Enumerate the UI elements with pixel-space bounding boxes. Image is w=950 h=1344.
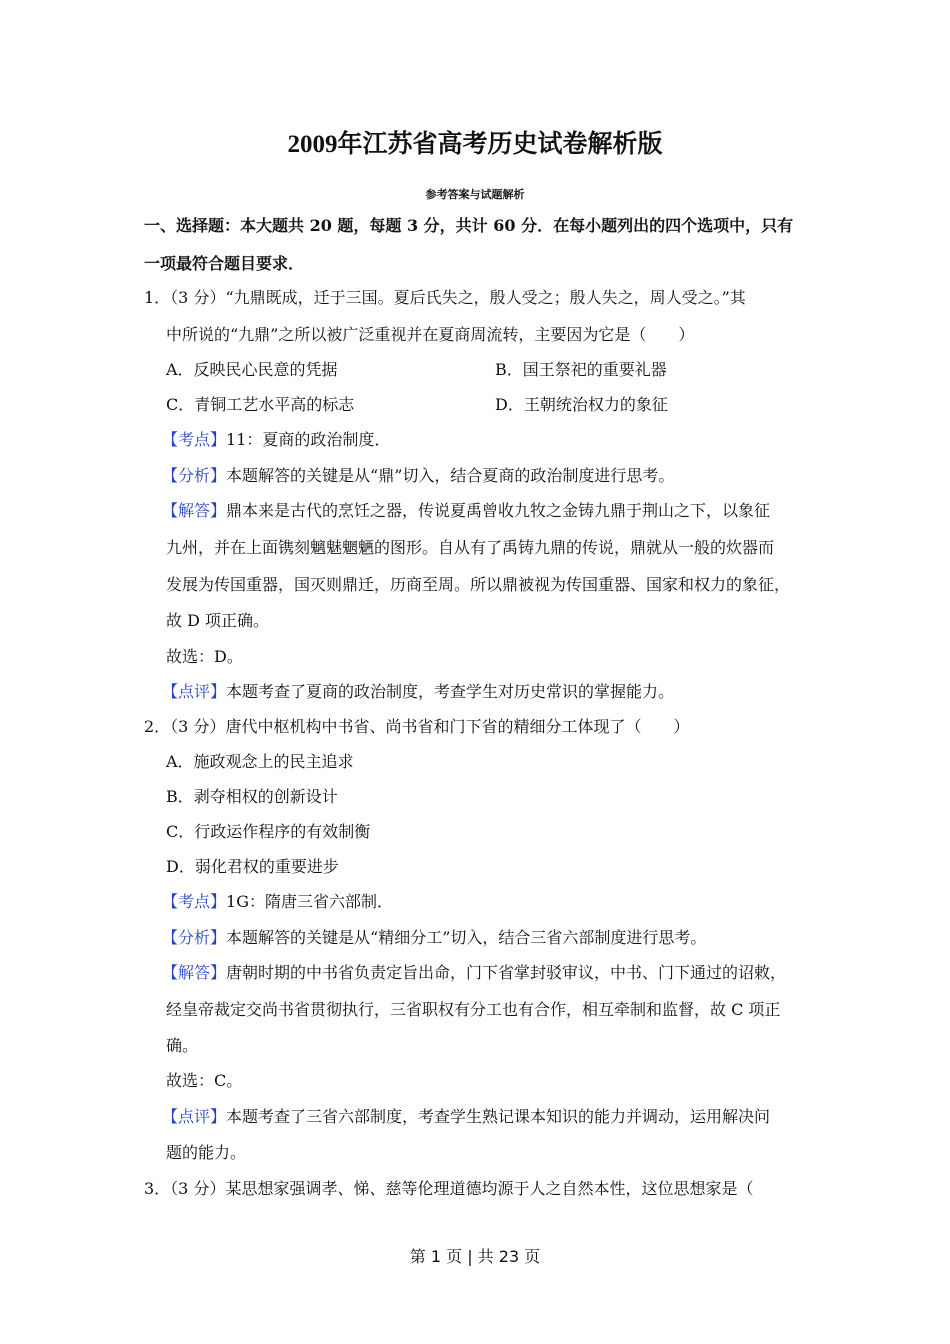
jieda-text: 唐朝时期的中书省负责定旨出命，门下省掌封驳审议，中书、门下通过的诏敕， [226,963,787,982]
q1-option-a: A．反映民心民意的凭据 [166,360,338,379]
q2-option-b: B．剥夺相权的创新设计 [166,787,338,806]
kaodian-tag: 【考点】 [162,430,227,449]
dianping-text: 本题考查了三省六部制度，考查学生熟记课本知识的能力并调动，运用解决问 [226,1107,771,1126]
fenxi-text: 本题解答的关键是从“精细分工”切入，结合三省六部制度进行思考。 [226,928,707,947]
kaodian-text: 1G：隋唐三省六部制． [226,892,393,911]
kaodian-text: 11：夏商的政治制度． [226,430,391,449]
q2-jieda-line2: 经皇帝裁定交尚书省贯彻执行，三省职权有分工也有合作，相互牵制和监督，故 C 项正 [166,1000,781,1019]
q1-kaodian [162,430,390,450]
q1-stem: 1．（3 分）“九鼎既成，迁于三国。夏后氏失之，殷人受之；殷人失之，周人受之。”其 [144,288,746,307]
fenxi-tag: 【分析】 [162,466,227,485]
kaodian-tag: 【考点】 [162,892,227,911]
page-subtitle: 参考答案与试题解析 [425,188,525,201]
section-heading: 一、选择题：本大题共 20 题，每题 3 分，共计 60 分．在每小题列出的四个选项中，只有 [144,216,794,235]
section-heading-cont: 一项最符合题目要求． [144,254,305,273]
page-footer: 第 1 页 | 共 23 页 [409,1247,541,1266]
q2-option-c: C．行政运作程序的有效制衡 [166,822,371,841]
q1-jieda-line2: 九州，并在上面镌刻魑魅魍魉的图形。自从有了禹铸九鼎的传说，鼎就从一般的炊器而 [166,538,775,557]
dianping-text: 本题考查了夏商的政治制度，考查学生对历史常识的掌握能力。 [226,682,675,701]
q1-option-b: B．国王祭祀的重要礼器 [495,360,667,379]
fenxi-tag: 【分析】 [162,928,227,947]
q1-jieda-line4: 故 D 项正确。 [166,611,270,630]
q2-dianping-line2: 题的能力。 [166,1143,247,1162]
q1-option-d: D．王朝统治权力的象征 [495,395,668,414]
dianping-tag: 【点评】 [162,682,227,701]
q1-dianping [162,682,674,702]
q3-stem: 3．（3 分）某思想家强调孝、悌、慈等伦理道德均源于人之自然本性，这位思想家是（ [144,1179,754,1198]
q1-stem-cont: 中所说的“九鼎”之所以被广泛重视并在夏商周流转，主要因为它是（ ） [166,325,695,344]
q2-option-d: D．弱化君权的重要进步 [166,857,339,876]
jieda-text: 鼎本来是古代的烹饪之器，传说夏禹曾收九牧之金铸九鼎于荆山之下，以象征 [226,501,771,520]
jieda-tag: 【解答】 [162,501,227,520]
q2-jieda-line3: 确。 [166,1036,199,1055]
q2-stem: 2．（3 分）唐代中枢机构中书省、尚书省和门下省的精细分工体现了（ ） [144,717,690,736]
q2-dianping [162,1107,770,1127]
q2-kaodian [162,892,393,912]
q2-answer: 故选：C。 [166,1071,243,1090]
q1-answer: 故选：D。 [166,647,243,666]
q1-jieda-line3: 发展为传国重器，国灭则鼎迁，历商至周。所以鼎被视为传国重器、国家和权力的象征， [166,575,791,594]
dianping-tag: 【点评】 [162,1107,227,1126]
q2-fenxi [162,928,706,948]
q1-jieda [162,501,770,521]
q1-option-c: C．青铜工艺水平高的标志 [166,395,355,414]
jieda-tag: 【解答】 [162,963,227,982]
q2-option-a: A．施政观念上的民主追求 [166,752,354,771]
q2-jieda [162,963,786,983]
fenxi-text: 本题解答的关键是从“鼎”切入，结合夏商的政治制度进行思考。 [226,466,675,485]
q1-fenxi [162,466,674,486]
page-title: 2009年江苏省高考历史试卷解析版 [287,131,663,158]
